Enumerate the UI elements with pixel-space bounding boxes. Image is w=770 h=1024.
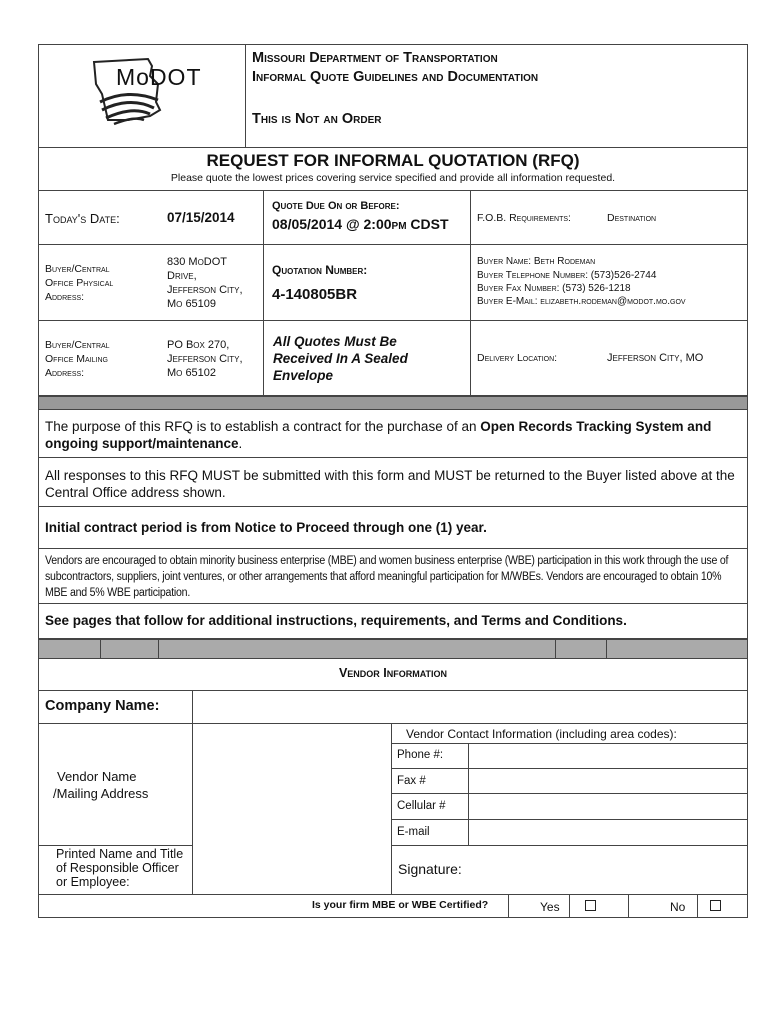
physical-address-4: Mo 65109: [167, 298, 217, 310]
phone-label: Phone #:: [397, 749, 444, 761]
physical-address-3: Jefferson City,: [167, 284, 243, 296]
see-pages-text: See pages that follow for additional instructions, requirements, and Terms and Conditions.: [45, 613, 627, 628]
cellular-label: Cellular #: [397, 800, 446, 812]
purpose-text: [45, 418, 741, 452]
signature-field[interactable]: [470, 846, 747, 894]
info-col-divider-1: [263, 190, 264, 396]
vendor-section-title: Vendor Information: [338, 666, 448, 680]
sealed-envelope-1: All Quotes Must Be: [273, 334, 397, 349]
printed-name-label-1: Printed Name and Title: [56, 847, 184, 861]
purpose-text-bold: Open Records Tracking System and ongoing support/maintenance: [45, 419, 712, 451]
purpose-text-start: The purpose of this RFQ is to establish a contract for the purchase of an: [45, 419, 481, 434]
gray-divider-bar: [38, 396, 748, 410]
mbe-divider-1: [508, 894, 509, 918]
todays-date-label: Today's Date:: [45, 211, 120, 226]
mailing-address-label-1: Buyer/Central: [45, 339, 110, 351]
header-department: Missouri Department of Transportation: [252, 50, 498, 66]
modot-logo-text: MoDOT: [116, 64, 202, 90]
vendor-name-label-2: /Mailing Address: [53, 786, 149, 801]
notice-divider-2: [38, 506, 748, 507]
vendor-name-label-1: Vendor Name: [57, 769, 137, 784]
company-name-field[interactable]: [193, 691, 747, 722]
purpose-text-end: .: [238, 436, 243, 451]
sealed-envelope-2: Received In A Sealed: [273, 351, 408, 366]
delivery-location-label: Delivery Location:: [477, 352, 558, 364]
header-divider: [245, 44, 246, 148]
vendor-divider-2: [38, 723, 748, 724]
contact-info-label: Vendor Contact Information (including area codes):: [406, 727, 677, 741]
mbe-divider-2: [569, 894, 570, 918]
vendor-name-field[interactable]: [193, 724, 391, 844]
signature-label: Signature:: [398, 861, 462, 877]
segment-divider-4: [606, 639, 607, 659]
fax-field[interactable]: [469, 769, 747, 793]
email-field[interactable]: [469, 820, 747, 845]
no-checkbox[interactable]: [710, 900, 721, 911]
delivery-location-value: Jefferson City, MO: [607, 352, 704, 364]
header-guidelines: Informal Quote Guidelines and Documentation: [252, 69, 539, 85]
notice-divider-4: [38, 603, 748, 604]
quotation-number-value: 4-140805BR: [272, 286, 358, 303]
header-not-order: This is Not an Order: [252, 111, 382, 127]
quote-due-label: Quote Due On or Before:: [272, 200, 400, 212]
physical-address-2: Drive,: [167, 270, 197, 282]
mbe-divider-4: [697, 894, 698, 918]
notice-divider-1: [38, 457, 748, 458]
mbe-row-top: [38, 894, 748, 895]
mailing-address-label-2: Office Mailing: [45, 353, 109, 365]
quotation-number-label: Quotation Number:: [272, 263, 368, 277]
mbe-question: Is your firm MBE or WBE Certified?: [312, 899, 489, 911]
rfq-subtitle: Please quote the lowest prices covering service specified and provide all information requested.: [170, 172, 616, 184]
segment-divider-3: [555, 639, 556, 659]
contract-period-text: Initial contract period is from Notice to Proceed through one (1) year.: [45, 520, 487, 535]
mbe-divider-3: [628, 894, 629, 918]
responses-text: All responses to this RFQ MUST be submitted with this form and MUST be returned to the Buyer listed above at the Central Office address shown.: [45, 468, 735, 500]
fob-value: Destination: [607, 212, 657, 224]
contact-left-divider: [391, 723, 392, 895]
segmented-gray-bar: [38, 639, 748, 659]
info-row-divider-1: [38, 244, 748, 245]
mbe-notice-text: Vendors are encouraged to obtain minority business enterprise (MBE) and women business enterprise (WBE) participation in this work through the use of subcontractors, suppliers, joint ventures, or other arrangements that afford meaningful participation for M/WBEs. Vendors are encouraged to obtain 10% MBE and 5% WBE participation.: [45, 555, 729, 599]
info-col-divider-2: [470, 190, 471, 396]
fob-label: F.O.B. Requirements:: [477, 212, 571, 224]
physical-address-label-1: Buyer/Central: [45, 263, 110, 275]
buyer-email: Buyer E-Mail: elizabeth.rodeman@modot.mo.gov: [477, 296, 686, 307]
buyer-fax: Buyer Fax Number: (573) 526-1218: [477, 283, 631, 294]
mailing-address-3: Mo 65102: [167, 367, 217, 379]
printed-name-field[interactable]: [193, 846, 391, 894]
segment-divider-2: [158, 639, 159, 659]
phone-field[interactable]: [469, 744, 747, 768]
mailing-address-2: Jefferson City,: [167, 353, 243, 365]
segment-divider-1: [100, 639, 101, 659]
yes-checkbox[interactable]: [585, 900, 596, 911]
printed-name-label-3: or Employee:: [56, 875, 130, 889]
mailing-address-label-3: Address:: [45, 367, 85, 379]
fax-label: Fax #: [397, 775, 426, 787]
quote-due-value: 08/05/2014 @ 2:00pm CDST: [272, 216, 449, 232]
physical-address-1: 830 MoDOT: [167, 256, 228, 268]
vendor-left-hdivider: [38, 845, 193, 846]
printed-name-label-2: of Responsible Officer: [56, 861, 179, 875]
physical-address-label-3: Address:: [45, 291, 85, 303]
yes-label: Yes: [540, 900, 560, 914]
notice-divider-3: [38, 548, 748, 549]
buyer-name: Buyer Name: Beth Rodeman: [477, 256, 596, 267]
no-label: No: [670, 900, 686, 914]
info-row-divider-2: [38, 320, 748, 321]
company-name-label: Company Name:: [45, 698, 160, 714]
todays-date-value: 07/15/2014: [167, 210, 235, 225]
sealed-envelope-3: Envelope: [273, 368, 334, 383]
mailing-address-1: PO Box 270,: [167, 339, 230, 351]
email-label: E-mail: [397, 826, 430, 838]
physical-address-label-2: Office Physical: [45, 277, 114, 289]
cellular-field[interactable]: [469, 794, 747, 819]
buyer-phone: Buyer Telephone Number: (573)526-2744: [477, 270, 657, 281]
rfq-title: REQUEST FOR INFORMAL QUOTATION (RFQ): [206, 151, 580, 170]
